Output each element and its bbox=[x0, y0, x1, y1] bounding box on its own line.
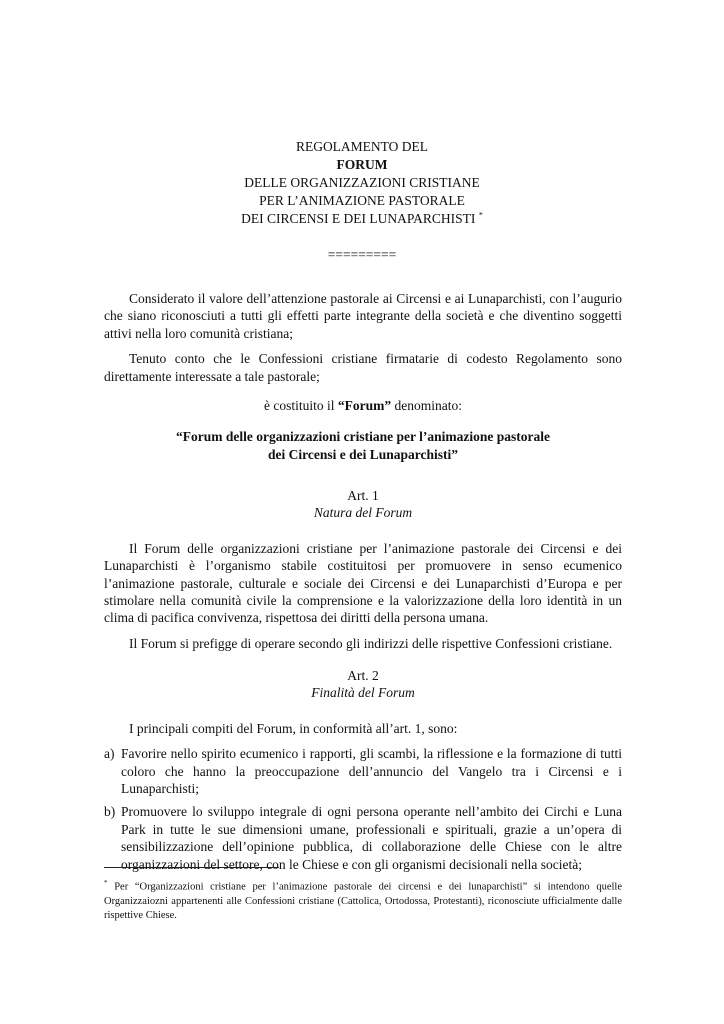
separator: ========= bbox=[327, 247, 397, 262]
list-item bbox=[104, 803, 622, 873]
list-text: Promuovere lo sviluppo integrale di ogni persona operante nell’ambito dei Circhi e Luna Park in tutte le sue dimensioni umane, professionali e spirituali, grazie a un’opera di sensibilizzazione dell’opinione pubblica, di collaborazione delle Chiese con le altre organizzazioni del settore, con le Chiese e con gli organismi decisionali nella società; bbox=[121, 804, 622, 872]
art1-heading: Art. 1 bbox=[347, 488, 379, 503]
art1-paragraph-2: Il Forum si prefigge di operare secondo gli indirizzi delle rispettive Confessioni cristiane. bbox=[129, 635, 613, 651]
title-footnote-mark: * bbox=[478, 210, 483, 220]
title-line-1: REGOLAMENTO DEL bbox=[295, 139, 429, 154]
art2-subtitle: Finalità del Forum bbox=[311, 685, 415, 701]
art2-heading: Art. 2 bbox=[347, 668, 379, 683]
article-2 bbox=[104, 667, 622, 879]
title-line-3: DELLE ORGANIZZAZIONI CRISTIANE bbox=[244, 175, 480, 190]
art2-intro: I principali compiti del Forum, in conformità all’art. 1, sono: bbox=[129, 720, 458, 736]
constituted-forum: “Forum” bbox=[337, 398, 392, 414]
preamble-paragraph-2: Tenuto conto che le Confessioni cristiane firmatarie di codesto Regolamento sono direttamente interessate a tale pastorale; bbox=[104, 351, 622, 384]
list-marker: b) bbox=[104, 804, 116, 820]
document-title bbox=[0, 138, 724, 228]
constituted-pre: è costituito il bbox=[264, 398, 338, 414]
forum-name-line-1: “Forum delle organizzazioni cristiane per l’animazione pastorale bbox=[176, 429, 550, 445]
title-line-forum: FORUM bbox=[336, 157, 388, 172]
constituted-line bbox=[104, 397, 622, 414]
preamble bbox=[104, 290, 622, 463]
list-marker: a) bbox=[104, 746, 115, 762]
title-line-5-text: DEI CIRCENSI E DEI LUNAPARCHISTI bbox=[241, 211, 476, 226]
forum-name-line-2: dei Circensi e dei Lunaparchisti” bbox=[267, 446, 458, 462]
list-item bbox=[104, 745, 622, 797]
art1-paragraph-1: Il Forum delle organizzazioni cristiane per l’animazione pastorale dei Circensi e dei Lunaparchisti è l’organismo stabile costituitosi per promuovere in senso ecumenico l’animazione pastorale, culturale e sociale dei Circensi e dei Lunaparchisti d’Europa e per stimolare nella comunità civile la comprensione e la valorizzazione della loro identità in un clima di pacifica convivenza, rispettosa dei diritti della persona umana. bbox=[104, 540, 622, 626]
preamble-paragraph-1: Considerato il valore dell’attenzione pastorale ai Circensi e ai Lunaparchisti, con l’augurio che siano riconosciuti a tutti gli effetti parte integrante della società e che diventino soggetti attivi nella loro comunità cristiana; bbox=[104, 291, 622, 341]
article-1 bbox=[104, 487, 622, 660]
title-line-4: PER L’ANIMAZIONE PASTORALE bbox=[259, 193, 465, 208]
constituted-post: denominato: bbox=[391, 398, 462, 414]
forum-name bbox=[104, 428, 622, 463]
footnote-mark: * bbox=[104, 879, 108, 887]
title-line-5 bbox=[0, 210, 724, 228]
art1-subtitle: Natura del Forum bbox=[313, 505, 413, 521]
footnote-divider bbox=[104, 867, 279, 868]
footnote-text: Per “Organizzazioni cristiane per l’animazione pastorale dei circensi e dei lunaparchisti” si intendono quelle Organizzaiozni appartenenti alle Confessioni cristiane (Cattolica, Ortodossa, Protestanti), riconosciute ufficialmente dalle rispettive Chiese. bbox=[104, 881, 622, 921]
list-text: Favorire nello spirito ecumenico i rapporti, gli scambi, la riflessione e la formazione di tutti coloro che hanno la preoccupazione dell’annuncio del Vangelo tra i Circensi e i Lunaparchisti; bbox=[121, 746, 622, 797]
footnote bbox=[104, 876, 622, 923]
